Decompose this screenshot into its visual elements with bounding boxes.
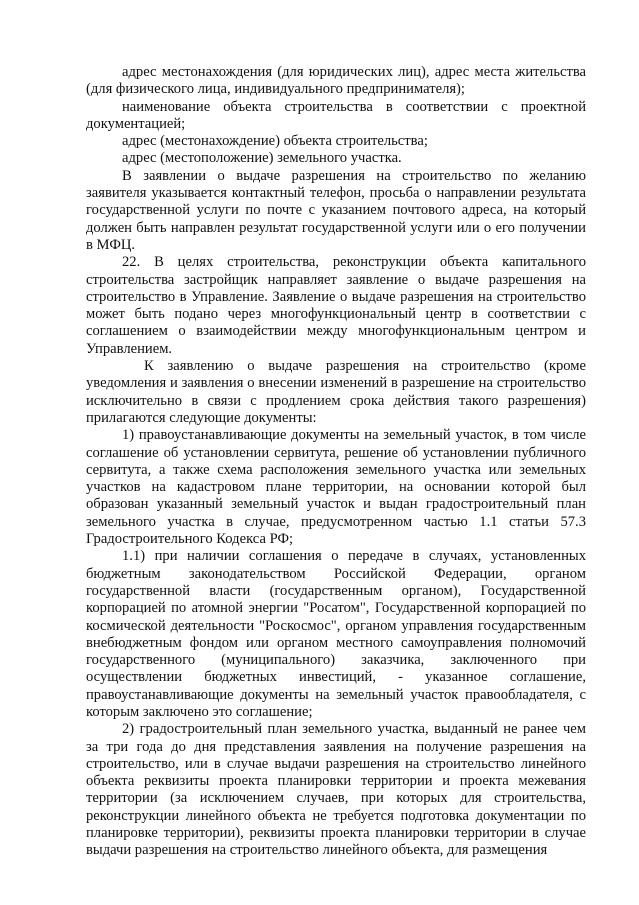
paragraph-attached-documents: К заявлению о выдаче разрешения на строительство (кроме уведомления и заявления о внесении изменений в разрешение на строительство исключительно в связи с продлением срока действия такого разрешения) прилагаются следующие документы: (86, 358, 586, 426)
paragraph-application-contact: В заявлении о выдаче разрешения на строительство по желанию заявителя указывается контактный телефон, просьба о направлении результата государственной услуги по почте с указанием почтового адреса, на который должен быть направлен результат государственной услуги или о его получении в МФЦ. (86, 167, 586, 253)
paragraph-object-name: наименование объекта строительства в соответствии с проектной документацией; (86, 98, 586, 132)
paragraph-object-address: адрес (местонахождение) объекта строительства; (122, 133, 428, 150)
paragraph-item-2: 2) градостроительный план земельного участка, выданный не ранее чем за три года до дня представления заявления на получение разрешения на строительство, или в случае выдачи разрешения на строительство линейного объекта реквизиты проекта планировки территории и проекта межевания территории (за исключением случаев, при которых для строительства, реконструкции линейного объекта не требуется подготовка документации по планировке территории), реквизиты проекта планировки территории в случае выдачи разрешения на строительство линейного объекта, для размещения (86, 721, 586, 859)
document-page (86, 64, 586, 860)
paragraph-address-residence: адрес местонахождения (для юридических лиц), адрес места жительства (для физического лица, индивидуального предпринимателя); (86, 64, 586, 98)
paragraph-clause-22: 22. В целях строительства, реконструкции объекта капитального строительства застройщик направляет заявление о выдаче разрешения на строительство в Управление. Заявление о выдаче разрешения на строительство может быть подано через многофункциональный центр в соответствии с соглашением о взаимодействии между многофункциональным центром и Управлением. (86, 254, 586, 357)
paragraph-item-1: 1) правоустанавливающие документы на земельный участок, в том числе соглашение об установлении сервитута, решение об установлении публичного сервитута, а также схема расположения земельного участка или земельных участков на кадастровом плане территории, на основании которой был образован указанный земельный участок и выдан градостроительный план земельного участка в случае, предусмотренном частью 1.1 статьи 57.3 Градостроительного Кодекса РФ; (86, 427, 586, 548)
paragraph-item-1-1: 1.1) при наличии соглашения о передаче в случаях, установленных бюджетным законодательством Российской Федерации, органом государственной власти (государственным органом), Государственной корпорацией по атомной энергии "Росатом", Государственной корпорацией по космической деятельности "Роскосмос", органом управления государственным внебюджетным фондом или органом местного самоуправления полномочий государственного (муниципального) заказчика, заключенного при осуществлении бюджетных инвестиций, - указанное соглашение, правоустанавливающие документы на земельный участок правообладателя, с которым заключено это соглашение; (86, 548, 586, 720)
paragraph-land-address: адрес (местоположение) земельного участка. (122, 150, 402, 167)
